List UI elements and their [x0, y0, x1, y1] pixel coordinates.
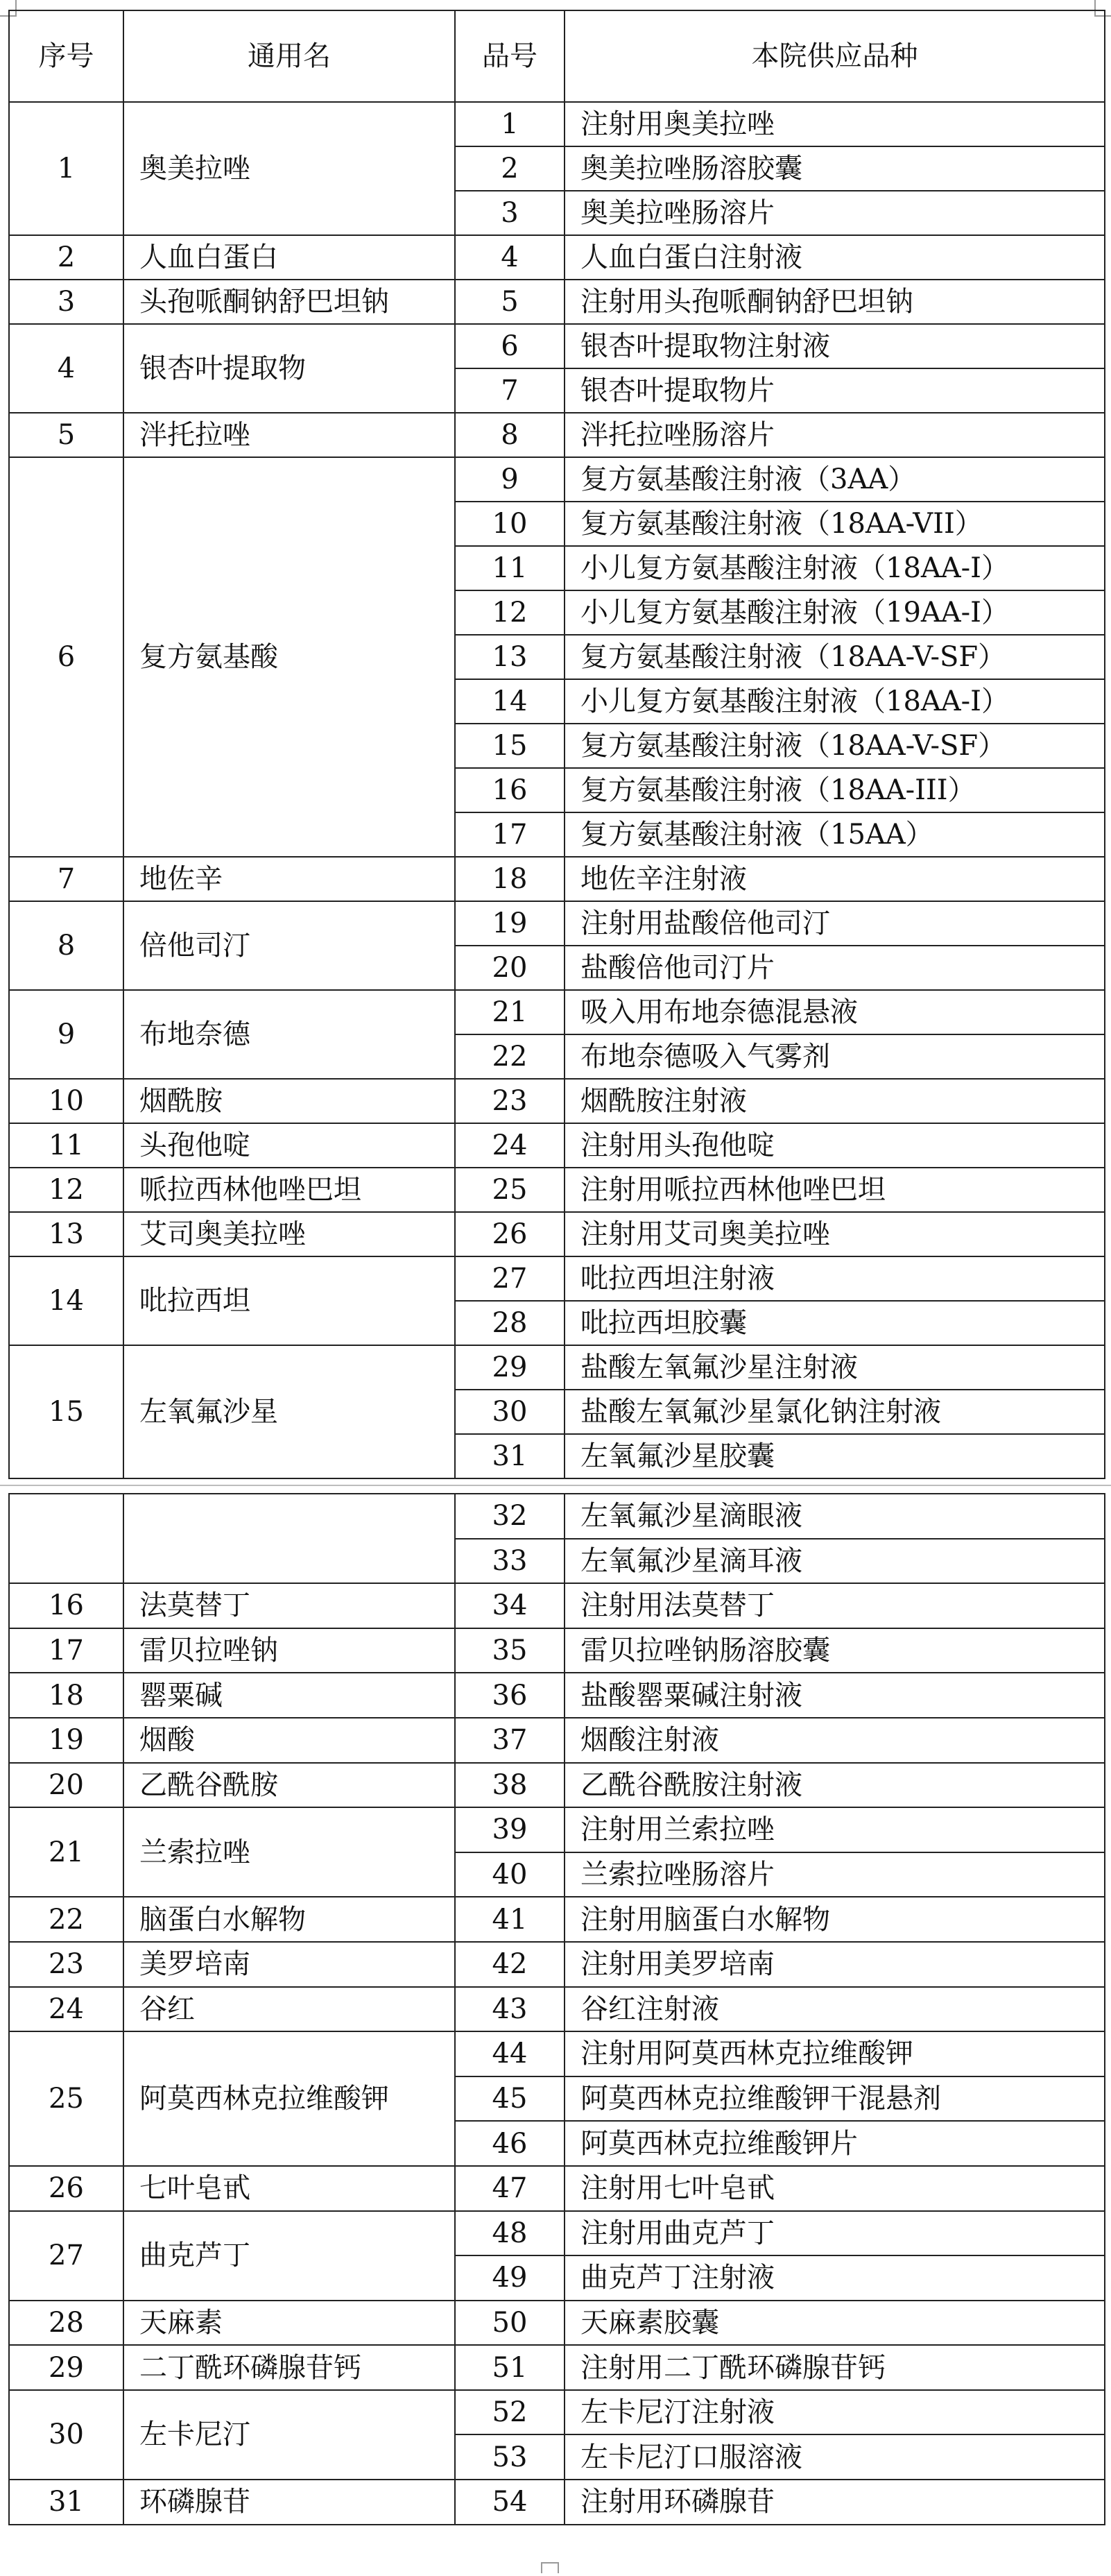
- cell-supplied-item: 吡拉西坦注射液: [565, 1256, 1105, 1301]
- cell-supplied-item: 左氧氟沙星滴眼液: [565, 1494, 1105, 1539]
- cell-supplied-item: 奥美拉唑肠溶片: [565, 191, 1105, 235]
- cell-item-no: 11: [455, 546, 565, 590]
- cell-supplied-item: 烟酸注射液: [565, 1718, 1105, 1763]
- cell-generic-name: 头孢哌酮钠舒巴坦钠: [123, 280, 455, 324]
- cell-generic-name: 布地奈德: [123, 990, 455, 1079]
- cell-generic-name: 银杏叶提取物: [123, 324, 455, 413]
- cell-generic-name: 谷红: [123, 1987, 455, 2032]
- cell-seq: 15: [9, 1345, 123, 1478]
- header-generic-name: 通用名: [123, 10, 455, 102]
- cell-supplied-item: 银杏叶提取物注射液: [565, 324, 1105, 368]
- drug-table-part-1: [8, 10, 1105, 1479]
- cell-supplied-item: 注射用二丁酰环磷腺苷钙: [565, 2345, 1105, 2390]
- cell-generic-name: 艾司奥美拉唑: [123, 1212, 455, 1256]
- cell-seq: 17: [9, 1628, 123, 1673]
- cell-item-no: 44: [455, 2031, 565, 2076]
- table-row: [9, 901, 1105, 946]
- cell-supplied-item: 阿莫西林克拉维酸钾干混悬剂: [565, 2076, 1105, 2122]
- cell-item-no: 48: [455, 2211, 565, 2256]
- cell-item-no: 42: [455, 1942, 565, 1987]
- cell-supplied-item: 注射用奥美拉唑: [565, 102, 1105, 146]
- cell-item-no: 6: [455, 324, 565, 368]
- cell-item-no: 1: [455, 102, 565, 146]
- cell-generic-name: 罂粟碱: [123, 1673, 455, 1718]
- cell-item-no: 15: [455, 724, 565, 768]
- cell-item-no: 38: [455, 1763, 565, 1808]
- cell-seq: 27: [9, 2211, 123, 2301]
- cell-supplied-item: 注射用兰索拉唑: [565, 1807, 1105, 1852]
- cell-item-no: 16: [455, 768, 565, 812]
- cell-generic-name: 曲克芦丁: [123, 2211, 455, 2301]
- cell-item-no: 27: [455, 1256, 565, 1301]
- cell-supplied-item: 注射用艾司奥美拉唑: [565, 1212, 1105, 1256]
- cell-generic-name: 泮托拉唑: [123, 413, 455, 457]
- cell-supplied-item: 雷贝拉唑钠肠溶胶囊: [565, 1628, 1105, 1673]
- page-footer-mark: [541, 2562, 559, 2573]
- cell-seq: 14: [9, 1256, 123, 1345]
- cell-seq: 24: [9, 1987, 123, 2032]
- cell-seq: 7: [9, 857, 123, 901]
- cell-item-no: 7: [455, 368, 565, 413]
- cell-supplied-item: 银杏叶提取物片: [565, 368, 1105, 413]
- page-separator: [0, 1485, 1111, 1486]
- cell-supplied-item: 复方氨基酸注射液（15AA）: [565, 812, 1105, 857]
- cell-seq: 1: [9, 102, 123, 235]
- table-row: [9, 2390, 1105, 2435]
- cell-generic-name: 阿莫西林克拉维酸钾: [123, 2031, 455, 2166]
- cell-seq: 18: [9, 1673, 123, 1718]
- table-row: [9, 1494, 1105, 1539]
- cell-seq: 2: [9, 235, 123, 280]
- cell-item-no: 51: [455, 2345, 565, 2390]
- cell-item-no: 3: [455, 191, 565, 235]
- cell-supplied-item: 泮托拉唑肠溶片: [565, 413, 1105, 457]
- cell-supplied-item: 注射用盐酸倍他司汀: [565, 901, 1105, 946]
- cell-generic-name: 人血白蛋白: [123, 235, 455, 280]
- cell-supplied-item: 注射用美罗培南: [565, 1942, 1105, 1987]
- cell-generic-name: 美罗培南: [123, 1942, 455, 1987]
- cell-supplied-item: 谷红注射液: [565, 1987, 1105, 2032]
- cell-generic-name: 天麻素: [123, 2301, 455, 2346]
- cell-seq: [9, 1494, 123, 1583]
- cell-item-no: 13: [455, 635, 565, 679]
- cell-item-no: 43: [455, 1987, 565, 2032]
- cell-generic-name: [123, 1494, 455, 1583]
- cell-generic-name: 倍他司汀: [123, 901, 455, 990]
- cell-item-no: 54: [455, 2480, 565, 2525]
- table-row: [9, 1079, 1105, 1123]
- table-row: [9, 857, 1105, 901]
- cell-seq: 16: [9, 1583, 123, 1628]
- cell-item-no: 4: [455, 235, 565, 280]
- cell-item-no: 22: [455, 1034, 565, 1079]
- cell-generic-name: 环磷腺苷: [123, 2480, 455, 2525]
- cell-supplied-item: 复方氨基酸注射液（18AA-III）: [565, 768, 1105, 812]
- cell-item-no: 50: [455, 2301, 565, 2346]
- table-row: [9, 1628, 1105, 1673]
- cell-supplied-item: 盐酸罂粟碱注射液: [565, 1673, 1105, 1718]
- cell-item-no: 46: [455, 2121, 565, 2166]
- cell-item-no: 52: [455, 2390, 565, 2435]
- cell-generic-name: 哌拉西林他唑巴坦: [123, 1168, 455, 1212]
- cell-supplied-item: 注射用法莫替丁: [565, 1583, 1105, 1628]
- cell-seq: 3: [9, 280, 123, 324]
- cell-supplied-item: 注射用七叶皂甙: [565, 2166, 1105, 2211]
- cell-generic-name: 吡拉西坦: [123, 1256, 455, 1345]
- table-row: [9, 1256, 1105, 1301]
- cell-item-no: 45: [455, 2076, 565, 2122]
- table-row: [9, 2031, 1105, 2076]
- table-row: [9, 1123, 1105, 1168]
- cell-supplied-item: 天麻素胶囊: [565, 2301, 1105, 2346]
- table-row: [9, 235, 1105, 280]
- cell-supplied-item: 阿莫西林克拉维酸钾片: [565, 2121, 1105, 2166]
- cell-supplied-item: 布地奈德吸入气雾剂: [565, 1034, 1105, 1079]
- cell-item-no: 36: [455, 1673, 565, 1718]
- table-row: [9, 1583, 1105, 1628]
- cell-item-no: 31: [455, 1434, 565, 1478]
- cell-item-no: 20: [455, 946, 565, 990]
- cell-supplied-item: 盐酸左氧氟沙星注射液: [565, 1345, 1105, 1390]
- table-row: [9, 1212, 1105, 1256]
- cell-supplied-item: 奥美拉唑肠溶胶囊: [565, 146, 1105, 191]
- table-row: [9, 2480, 1105, 2525]
- cell-item-no: 24: [455, 1123, 565, 1168]
- cell-supplied-item: 兰索拉唑肠溶片: [565, 1852, 1105, 1897]
- cell-item-no: 33: [455, 1539, 565, 1584]
- table-row: [9, 1942, 1105, 1987]
- table-row: [9, 280, 1105, 324]
- cell-item-no: 39: [455, 1807, 565, 1852]
- cell-seq: 31: [9, 2480, 123, 2525]
- table-row: [9, 1987, 1105, 2032]
- cell-supplied-item: 注射用环磷腺苷: [565, 2480, 1105, 2525]
- cell-seq: 11: [9, 1123, 123, 1168]
- cell-item-no: 32: [455, 1494, 565, 1539]
- table-row: [9, 413, 1105, 457]
- cell-supplied-item: 盐酸倍他司汀片: [565, 946, 1105, 990]
- cell-item-no: 41: [455, 1897, 565, 1942]
- cell-generic-name: 兰索拉唑: [123, 1807, 455, 1897]
- cell-generic-name: 法莫替丁: [123, 1583, 455, 1628]
- cell-seq: 13: [9, 1212, 123, 1256]
- cell-seq: 6: [9, 457, 123, 857]
- cell-seq: 4: [9, 324, 123, 413]
- cell-generic-name: 地佐辛: [123, 857, 455, 901]
- cell-supplied-item: 复方氨基酸注射液（18AA-V-SF）: [565, 635, 1105, 679]
- cell-generic-name: 脑蛋白水解物: [123, 1897, 455, 1942]
- cell-supplied-item: 注射用曲克芦丁: [565, 2211, 1105, 2256]
- cell-generic-name: 烟酰胺: [123, 1079, 455, 1123]
- header-item-no: 品号: [455, 10, 565, 102]
- cell-seq: 25: [9, 2031, 123, 2166]
- cell-seq: 30: [9, 2390, 123, 2480]
- cell-seq: 19: [9, 1718, 123, 1763]
- cell-item-no: 8: [455, 413, 565, 457]
- cell-generic-name: 七叶皂甙: [123, 2166, 455, 2211]
- cell-supplied-item: 吡拉西坦胶囊: [565, 1301, 1105, 1345]
- table-header-row: [9, 10, 1105, 102]
- table-row: [9, 2166, 1105, 2211]
- cell-supplied-item: 盐酸左氧氟沙星氯化钠注射液: [565, 1390, 1105, 1434]
- cell-item-no: 37: [455, 1718, 565, 1763]
- cell-generic-name: 烟酸: [123, 1718, 455, 1763]
- cell-supplied-item: 左氧氟沙星滴耳液: [565, 1539, 1105, 1584]
- cell-item-no: 53: [455, 2434, 565, 2480]
- cell-supplied-item: 左卡尼汀口服溶液: [565, 2434, 1105, 2480]
- cell-item-no: 2: [455, 146, 565, 191]
- table-row: [9, 1168, 1105, 1212]
- cell-item-no: 29: [455, 1345, 565, 1390]
- cell-supplied-item: 注射用头孢哌酮钠舒巴坦钠: [565, 280, 1105, 324]
- cell-seq: 22: [9, 1897, 123, 1942]
- table-row: [9, 324, 1105, 368]
- cell-item-no: 47: [455, 2166, 565, 2211]
- table-row: [9, 2301, 1105, 2346]
- cell-supplied-item: 人血白蛋白注射液: [565, 235, 1105, 280]
- cell-item-no: 10: [455, 502, 565, 546]
- cell-item-no: 25: [455, 1168, 565, 1212]
- cell-seq: 10: [9, 1079, 123, 1123]
- cell-generic-name: 奥美拉唑: [123, 102, 455, 235]
- table-row: [9, 457, 1105, 502]
- cell-generic-name: 左氧氟沙星: [123, 1345, 455, 1478]
- cell-supplied-item: 吸入用布地奈德混悬液: [565, 990, 1105, 1034]
- cell-seq: 12: [9, 1168, 123, 1212]
- cell-generic-name: 乙酰谷酰胺: [123, 1763, 455, 1808]
- drug-table-part-2: [8, 1493, 1105, 2525]
- cell-item-no: 17: [455, 812, 565, 857]
- table-row: [9, 2345, 1105, 2390]
- table-row: [9, 1763, 1105, 1808]
- cell-supplied-item: 乙酰谷酰胺注射液: [565, 1763, 1105, 1808]
- cell-item-no: 5: [455, 280, 565, 324]
- cell-item-no: 28: [455, 1301, 565, 1345]
- cell-generic-name: 雷贝拉唑钠: [123, 1628, 455, 1673]
- table-row: [9, 1673, 1105, 1718]
- cell-item-no: 26: [455, 1212, 565, 1256]
- table-row: [9, 1897, 1105, 1942]
- cell-item-no: 12: [455, 590, 565, 635]
- table-row: [9, 1345, 1105, 1390]
- cell-seq: 20: [9, 1763, 123, 1808]
- cell-seq: 28: [9, 2301, 123, 2346]
- cell-supplied-item: 注射用头孢他啶: [565, 1123, 1105, 1168]
- cell-item-no: 9: [455, 457, 565, 502]
- cell-seq: 21: [9, 1807, 123, 1897]
- table-row: [9, 1807, 1105, 1852]
- cell-supplied-item: 小儿复方氨基酸注射液（18AA-I）: [565, 679, 1105, 724]
- cell-item-no: 21: [455, 990, 565, 1034]
- cell-seq: 5: [9, 413, 123, 457]
- cell-item-no: 49: [455, 2255, 565, 2301]
- cell-supplied-item: 曲克芦丁注射液: [565, 2255, 1105, 2301]
- table-row: [9, 102, 1105, 146]
- cell-item-no: 14: [455, 679, 565, 724]
- cell-supplied-item: 烟酰胺注射液: [565, 1079, 1105, 1123]
- cell-item-no: 18: [455, 857, 565, 901]
- cell-seq: 26: [9, 2166, 123, 2211]
- cell-generic-name: 头孢他啶: [123, 1123, 455, 1168]
- table-row: [9, 2211, 1105, 2256]
- cell-supplied-item: 小儿复方氨基酸注射液（19AA-I）: [565, 590, 1105, 635]
- cell-supplied-item: 注射用阿莫西林克拉维酸钾: [565, 2031, 1105, 2076]
- cell-item-no: 34: [455, 1583, 565, 1628]
- cell-supplied-item: 复方氨基酸注射液（18AA-VII）: [565, 502, 1105, 546]
- cell-item-no: 40: [455, 1852, 565, 1897]
- cell-item-no: 35: [455, 1628, 565, 1673]
- table-row: [9, 1718, 1105, 1763]
- cell-seq: 23: [9, 1942, 123, 1987]
- cell-supplied-item: 复方氨基酸注射液（18AA-V-SF）: [565, 724, 1105, 768]
- cell-item-no: 23: [455, 1079, 565, 1123]
- cell-item-no: 19: [455, 901, 565, 946]
- cell-supplied-item: 注射用哌拉西林他唑巴坦: [565, 1168, 1105, 1212]
- cell-supplied-item: 小儿复方氨基酸注射液（18AA-I）: [565, 546, 1105, 590]
- cell-supplied-item: 复方氨基酸注射液（3AA）: [565, 457, 1105, 502]
- cell-supplied-item: 注射用脑蛋白水解物: [565, 1897, 1105, 1942]
- cell-supplied-item: 左卡尼汀注射液: [565, 2390, 1105, 2435]
- page-2: [0, 1493, 1111, 2576]
- cell-seq: 29: [9, 2345, 123, 2390]
- table-row: [9, 990, 1105, 1034]
- cell-seq: 8: [9, 901, 123, 990]
- cell-supplied-item: 地佐辛注射液: [565, 857, 1105, 901]
- cell-generic-name: 二丁酰环磷腺苷钙: [123, 2345, 455, 2390]
- header-seq: 序号: [9, 10, 123, 102]
- cell-item-no: 30: [455, 1390, 565, 1434]
- header-supplied-item: 本院供应品种: [565, 10, 1105, 102]
- cell-seq: 9: [9, 990, 123, 1079]
- cell-supplied-item: 左氧氟沙星胶囊: [565, 1434, 1105, 1478]
- cell-generic-name: 复方氨基酸: [123, 457, 455, 857]
- cell-generic-name: 左卡尼汀: [123, 2390, 455, 2480]
